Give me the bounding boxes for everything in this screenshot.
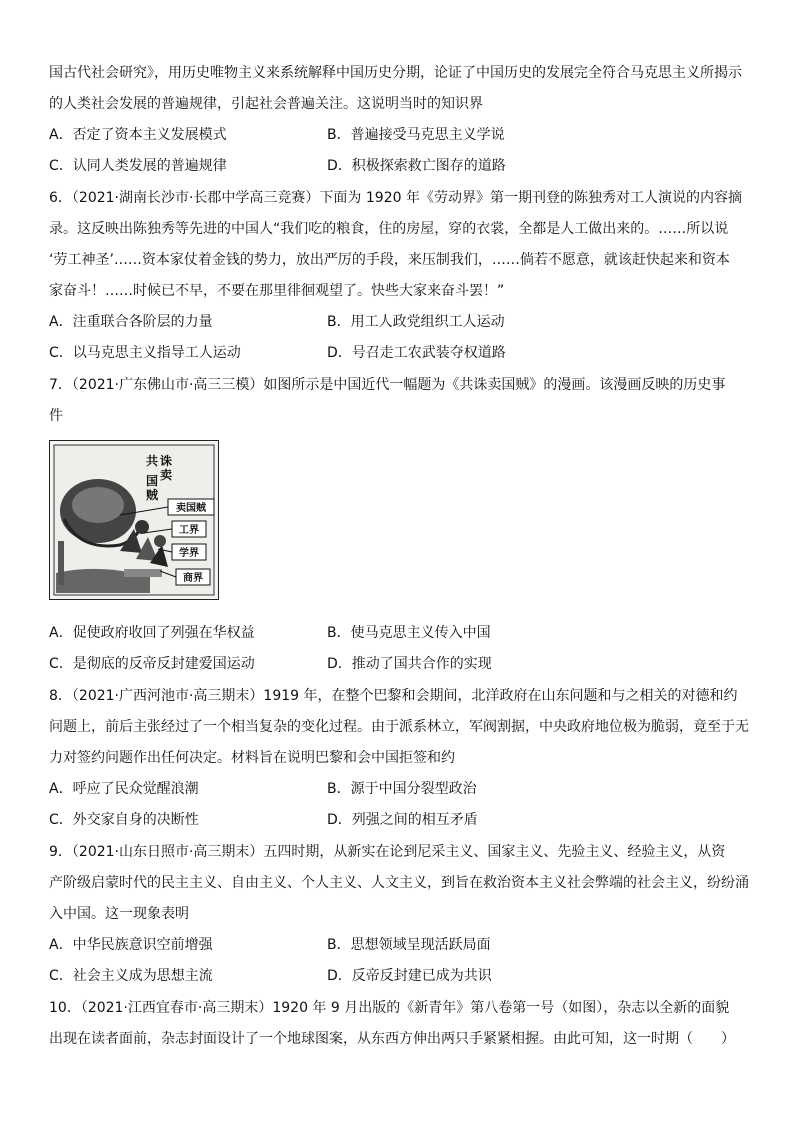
q6-option-a[interactable]: A．注重联合各阶层的力量: [49, 314, 213, 330]
cartoon-title-char-4: 国: [146, 474, 159, 488]
q9-option-a[interactable]: A．中华民族意识空前增强: [49, 937, 213, 953]
cartoon-label-traitor: 卖国贼: [176, 503, 206, 514]
q6-text-line-4: 家奋斗！……时候已不早，不要在那里徘徊观望了。快些大家来奋斗罢！”: [49, 283, 505, 299]
cartoon-drawing: [50, 441, 218, 599]
q8-text-line-2: 问题上，前后主张经过了一个相当复杂的变化过程。由于派系林立，军阀割据，中央政府地位极为脆弱，竟至于无: [49, 719, 749, 735]
q10-text-line-2: 出现在读者面前，杂志封面设计了一个地球图案，从东西方伸出两只手紧紧相握。由此可知，这一时期（ ）: [49, 1031, 735, 1047]
cartoon-title-char-2: 诛: [160, 454, 173, 468]
cartoon-title-char-1: 共: [146, 454, 159, 468]
q9-text-line-1: 9．（2021·山东日照市·高三期末）五四时期，从新实在论到尼采主义、国家主义、先验主义、经验主义，从资: [49, 844, 726, 860]
q7-option-b[interactable]: B．使马克思主义传入中国: [327, 625, 491, 641]
q8-option-d[interactable]: D．列强之间的相互矛盾: [327, 812, 478, 828]
q9-text-line-2: 产阶级启蒙时代的民主主义、自由主义、个人主义、人文主义，到旨在救治资本主义社会弊端的社会主义，纷纷涌: [49, 875, 749, 891]
cartoon-title-char-3: 卖: [160, 468, 173, 482]
q5-text-line-1: 国古代社会研究》，用历史唯物主义来系统解释中国历史分期，论证了中国历史的发展完全符合马克思主义所揭示: [49, 65, 742, 81]
q7-option-a[interactable]: A．促使政府收回了列强在华权益: [49, 625, 255, 641]
q6-text-line-1: 6．（2021·湖南长沙市·长郡中学高三竞赛）下面为 1920 年《劳动界》第一期刊登的陈独秀对工人演说的内容摘: [49, 190, 742, 206]
q6-option-c[interactable]: C．以马克思主义指导工人运动: [49, 345, 241, 361]
q8-text-line-3: 力对签约问题作出任何决定。材料旨在说明巴黎和会中国拒签和约: [49, 750, 455, 766]
q5-option-c[interactable]: C．认同人类发展的普遍规律: [49, 158, 227, 174]
q8-option-b[interactable]: B．源于中国分裂型政治: [327, 781, 477, 797]
cartoon-label-workers: 工界: [179, 525, 199, 536]
q7-text-line-1: 7．（2021·广东佛山市·高三三模）如图所示是中国近代一幅题为《共诛卖国贼》的漫画。该漫画反映的历史事: [49, 377, 726, 393]
q5-option-d[interactable]: D．积极探索救亡图存的道路: [327, 158, 506, 174]
q9-option-c[interactable]: C．社会主义成为思想主流: [49, 968, 213, 984]
q6-option-d[interactable]: D．号召走工农武装夺权道路: [327, 345, 506, 361]
q9-option-b[interactable]: B．思想领域呈现活跃局面: [327, 937, 491, 953]
q6-option-b[interactable]: B．用工人政党组织工人运动: [327, 314, 505, 330]
q8-text-line-1: 8．（2021·广西河池市·高三期末）1919 年，在整个巴黎和会期间，北洋政府在山东问题和与之相关的对德和约: [49, 688, 738, 704]
cartoon-label-students: 学界: [179, 548, 199, 559]
q8-option-a[interactable]: A．呼应了民众觉醒浪潮: [49, 781, 199, 797]
q9-text-line-3: 入中国。这一现象表明: [49, 906, 189, 922]
q5-text-line-2: 的人类社会发展的普遍规律，引起社会普遍关注。这说明当时的知识界: [49, 96, 483, 112]
q7-option-d[interactable]: D．推动了国共合作的实现: [327, 656, 492, 672]
q7-text-line-2: 件: [49, 408, 63, 424]
q5-option-b[interactable]: B．普遍接受马克思主义学说: [327, 127, 505, 143]
q9-option-d[interactable]: D．反帝反封建已成为共识: [327, 968, 492, 984]
q8-option-c[interactable]: C．外交家自身的决断性: [49, 812, 199, 828]
cartoon-image: [49, 440, 219, 600]
q7-option-c[interactable]: C．是彻底的反帝反封建爱国运动: [49, 656, 255, 672]
q6-text-line-3: ‘劳工神圣’……资本家仗着金钱的势力，放出严厉的手段，来压制我们，……倘若不愿意，就该赶快起来和资本: [49, 252, 730, 268]
q5-option-a[interactable]: A．否定了资本主义发展模式: [49, 127, 227, 143]
cartoon-title-char-5: 贼: [146, 488, 159, 502]
q10-text-line-1: 10．（2021·江西宜春市·高三期末）1920 年 9 月出版的《新青年》第八卷第一号（如图），杂志以全新的面貌: [49, 1000, 730, 1016]
cartoon-label-merchants: 商界: [183, 573, 203, 584]
q6-text-line-2: 录。这反映出陈独秀等先进的中国人“我们吃的粮食，住的房屋，穿的衣裳，全都是人工做出来的。……所以说: [49, 221, 729, 237]
